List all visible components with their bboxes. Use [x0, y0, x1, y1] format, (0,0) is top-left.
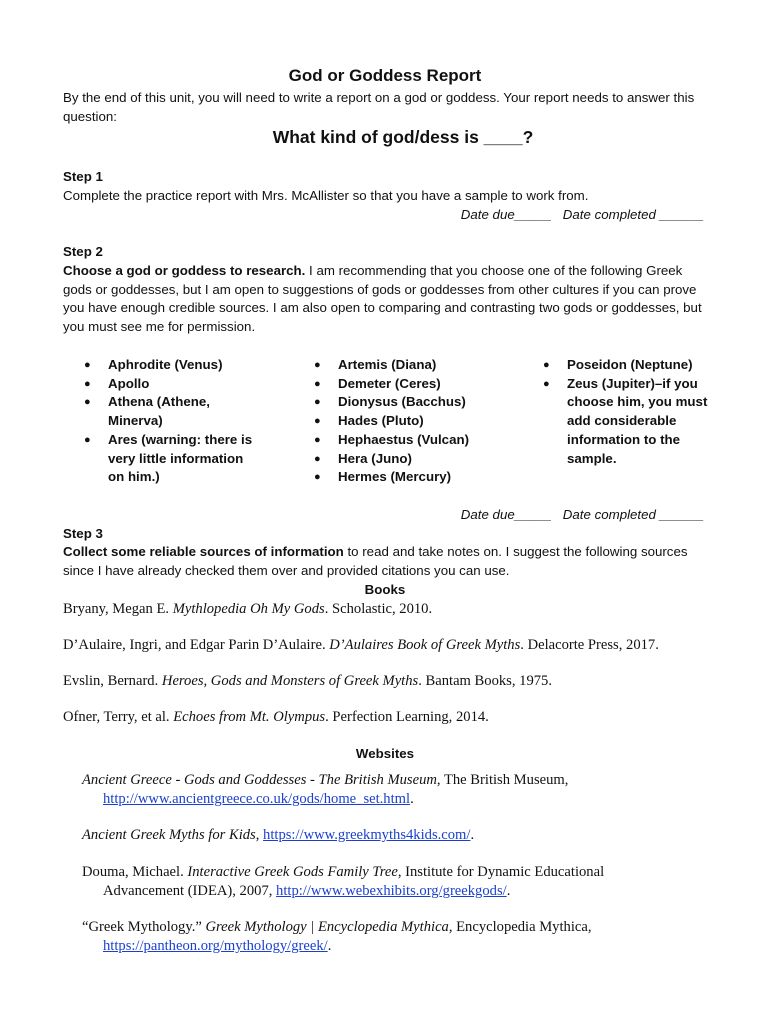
book-citation: Bryany, Megan E. Mythlopedia Oh My Gods. Scholastic, 2010. — [63, 601, 433, 617]
god-list-item — [314, 393, 498, 412]
step1-text: Complete the practice report with Mrs. McAllister so that you have a sample to work from. — [63, 188, 589, 203]
god-list-item — [314, 431, 498, 450]
books-heading: Books — [364, 582, 406, 597]
website-citation: Douma, Michael. Interactive Greek Gods Family Tree, Institute for Dynamic Educational Advancement (IDEA), 2007, http://www.webexhibits.org/greekgods/. — [82, 864, 605, 899]
website-link[interactable]: http://www.ancientgreece.co.uk/gods/home_set.html — [103, 791, 411, 807]
website-link[interactable]: https://www.greekmyths4kids.com/ — [263, 827, 471, 843]
god-name: Ares (warning: there is very little information on him.) — [108, 431, 253, 485]
god-name: Artemis (Diana) — [338, 357, 437, 372]
god-name: Aphrodite (Venus) — [108, 357, 223, 372]
step3-lead: Collect some reliable sources of information — [63, 544, 344, 559]
god-list-item — [314, 450, 498, 469]
bullet-icon: ● — [543, 359, 550, 371]
god-name: Zeus (Jupiter)–if you choose him, you must add considerable information to the sample. — [567, 375, 708, 466]
god-name: Hephaestus (Vulcan) — [338, 431, 470, 447]
god-list-item — [84, 431, 258, 487]
bullet-icon: ● — [84, 396, 91, 409]
website-citation: Ancient Greece - Gods and Goddesses - The British Museum, The British Museum, http://www.ancientgreece.co.uk/gods/home_set.html. — [82, 772, 569, 807]
god-list-item — [543, 356, 713, 375]
intro-paragraph: By the end of this unit, you will need to write a report on a god or goddess. Your report needs to answer this question: — [63, 90, 695, 124]
god-name: Athena (Athene, Minerva) — [108, 394, 210, 429]
bullet-icon: ● — [314, 452, 321, 465]
step2-heading: Step 2 — [63, 244, 103, 259]
step2-due-line: Date due_____ Date completed ______ — [460, 507, 704, 522]
god-name: Apollo — [108, 375, 150, 391]
step2-lead: Choose a god or goddess to research. — [63, 263, 306, 278]
bullet-icon: ● — [314, 471, 321, 484]
step1-due-line: Date due_____ Date completed ______ — [460, 207, 704, 222]
god-list-item — [84, 393, 258, 430]
god-name: Hades (Pluto) — [338, 413, 424, 429]
god-name: Poseidon (Neptune) — [567, 357, 693, 372]
god-name: Demeter (Ceres) — [338, 375, 441, 391]
step3-text: to read and take notes on. I suggest the following sources since I have already checked them over and provided citations you can use. — [63, 544, 688, 578]
step3-heading: Step 3 — [63, 526, 103, 541]
god-name: Dionysus (Bacchus) — [338, 394, 466, 410]
website-citation: “Greek Mythology.” Greek Mythology | Encyclopedia Mythica, Encyclopedia Mythica, https://pantheon.org/mythology/greek/. — [82, 919, 592, 954]
gods-column-1 — [84, 356, 258, 487]
bullet-icon: ● — [84, 359, 91, 371]
god-list-item — [314, 375, 498, 394]
page-title: God or Goddess Report — [288, 66, 482, 85]
bullet-icon: ● — [543, 377, 550, 390]
bullet-icon: ● — [314, 433, 321, 446]
god-name: Hera (Juno) — [338, 450, 412, 466]
bullet-icon: ● — [84, 433, 91, 446]
god-list-item — [314, 412, 498, 431]
step3-paragraph — [63, 543, 713, 580]
websites-heading: Websites — [355, 746, 415, 761]
god-list-item — [84, 356, 258, 375]
website-link[interactable]: https://pantheon.org/mythology/greek/ — [103, 938, 328, 954]
bullet-icon: ● — [314, 396, 321, 409]
website-citation: Ancient Greek Myths for Kids, https://www.greekmyths4kids.com/. — [82, 827, 475, 843]
book-citation: Evslin, Bernard. Heroes, Gods and Monsters of Greek Myths. Bantam Books, 1975. — [63, 673, 552, 689]
bullet-icon: ● — [314, 377, 321, 390]
bullet-icon: ● — [314, 415, 321, 428]
website-link[interactable]: http://www.webexhibits.org/greekgods/ — [276, 883, 507, 899]
essential-question: What kind of god/dess is ____? — [272, 127, 534, 147]
god-list-item — [314, 468, 498, 487]
book-citation: Ofner, Terry, et al. Echoes from Mt. Olympus. Perfection Learning, 2014. — [63, 709, 489, 725]
god-list-item — [84, 375, 258, 394]
step2-text: I am recommending that you choose one of the following Greek gods or goddesses, but I am open to suggestions of gods or goddesses from other cultures if you can prove you have enough credible sources. I am also open to comparing and contrasting two gods or goddesses, but you must see me for permission. — [63, 263, 702, 335]
god-name: Hermes (Mercury) — [338, 469, 452, 485]
book-citation: D’Aulaire, Ingri, and Edgar Parin D’Aulaire. D’Aulaires Book of Greek Myths. Delacorte Press, 2017. — [63, 637, 659, 653]
gods-column-2 — [314, 356, 498, 487]
god-list-item — [543, 375, 713, 469]
gods-column-3 — [543, 356, 713, 468]
god-list-item — [314, 356, 498, 375]
step1-heading: Step 1 — [63, 169, 103, 184]
bullet-icon: ● — [314, 359, 321, 371]
step2-paragraph — [63, 262, 713, 337]
bullet-icon: ● — [84, 377, 91, 390]
